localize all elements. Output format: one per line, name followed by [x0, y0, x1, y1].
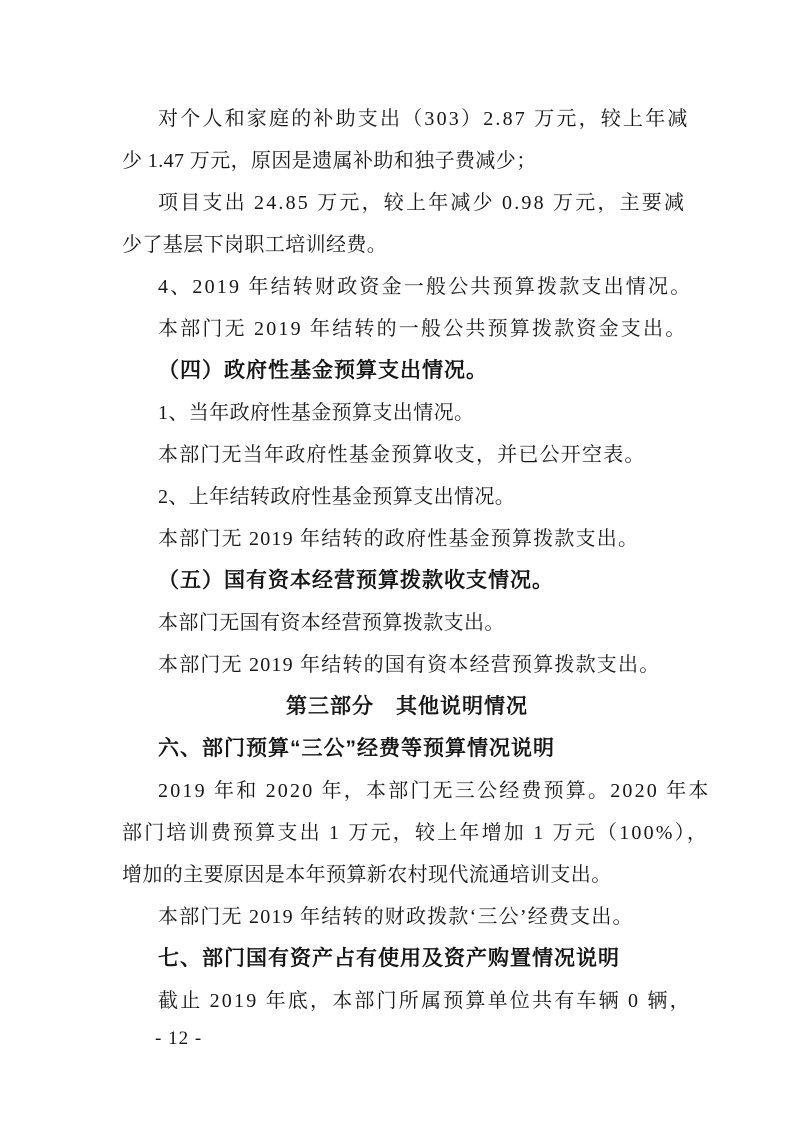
para-project-expense-line-1: 项目支出 24.85 万元，较上年减少 0.98 万元，主要减	[158, 192, 687, 214]
para-vehicles-line-1: 截止 2019 年底，本部门所属预算单位共有车辆 0 辆，	[158, 990, 692, 1012]
para-subsidy-individuals-line-1: 对个人和家庭的补助支出（303）2.87 万元，较上年减	[158, 108, 690, 130]
para-three-public-line-1: 2019 年和 2020 年，本部门无三公经费预算。2020 年本	[158, 780, 711, 802]
para-subsidy-individuals-line-2: 少 1.47 万元，原因是遗属补助和独子费减少；	[122, 150, 537, 172]
para-no-carryover-general-budget: 本部门无 2019 年结转的一般公共预算拨款资金支出。	[158, 318, 688, 340]
heading-part-3-other-notes: 第三部分 其他说明情况	[286, 695, 528, 718]
para-no-carryover-three-public: 本部门无 2019 年结转的财政拨款‘三公’经费支出。	[158, 906, 634, 928]
para-no-carryover-state-capital: 本部门无 2019 年结转的国有资本经营预算拨款支出。	[158, 654, 661, 676]
para-current-year-gov-fund: 1、当年政府性基金预算支出情况。	[158, 402, 475, 424]
page-number: - 12 -	[155, 1028, 203, 1049]
para-no-state-capital-expense: 本部门无国有资本经营预算拨款支出。	[158, 612, 505, 634]
heading-item-6-three-public-funds: 六、部门预算“三公”经费等预算情况说明	[158, 737, 555, 760]
para-no-current-gov-fund: 本部门无当年政府性基金预算收支，并已公开空表。	[158, 444, 646, 466]
para-three-public-line-2: 部门培训费预算支出 1 万元，较上年增加 1 万元（100%），	[122, 822, 710, 844]
para-no-carryover-gov-fund: 本部门无 2019 年结转的政府性基金预算拨款支出。	[158, 528, 640, 550]
para-project-expense-line-2: 少了基层下岗职工培训经费。	[122, 234, 388, 256]
para-carryover-2019-general-budget: 4、2019 年结转财政资金一般公共预算拨款支出情况。	[158, 276, 693, 298]
para-three-public-line-3: 增加的主要原因是本年预算新农村现代流通培训支出。	[122, 864, 612, 886]
heading-section-5-state-capital: （五）国有资本经营预算拨款收支情况。	[158, 569, 554, 592]
heading-item-7-state-assets: 七、部门国有资产占有使用及资产购置情况说明	[158, 947, 620, 970]
para-prev-year-carryover-gov-fund: 2、上年结转政府性基金预算支出情况。	[158, 486, 516, 508]
heading-section-4-gov-fund-budget: （四）政府性基金预算支出情况。	[158, 359, 488, 382]
document-body	[122, 98, 711, 1022]
